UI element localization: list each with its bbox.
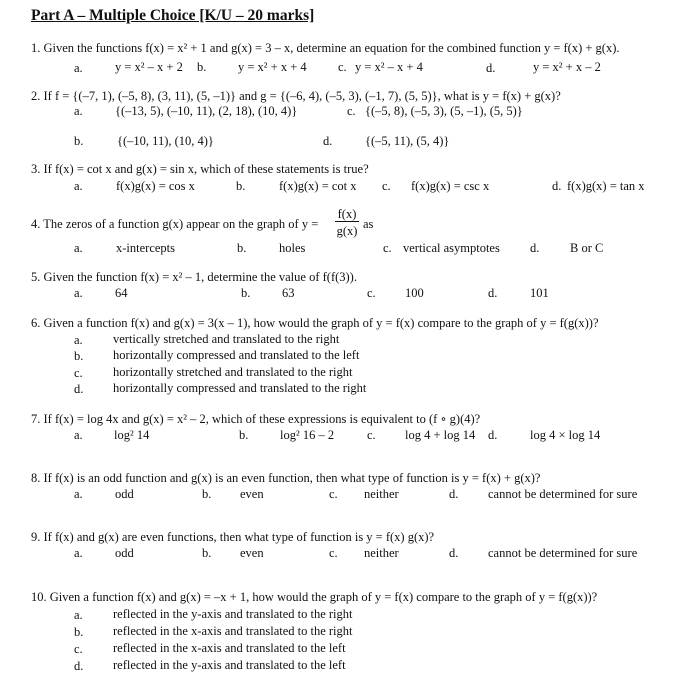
q1-letter-c: c. xyxy=(338,60,347,74)
q10-letter-c: c. xyxy=(74,642,83,656)
q3-letter-c: c. xyxy=(382,179,391,193)
q8-letter-a: a. xyxy=(74,487,83,501)
q2-letter-b: b. xyxy=(74,134,84,148)
q5-letter-b: b. xyxy=(241,286,251,300)
q7-option-d[interactable]: log 4 × log 14 xyxy=(530,428,601,442)
question-8-stem: 8. If f(x) is an odd function and g(x) is an even function, then what type of function is y = f(x) + g(x)? xyxy=(31,471,541,485)
q6-letter-d: d. xyxy=(74,382,84,396)
q5-option-c[interactable]: 100 xyxy=(405,286,424,300)
q8-option-c[interactable]: neither xyxy=(364,487,399,501)
q3-letter-b: b. xyxy=(236,179,246,193)
q4-option-b[interactable]: holes xyxy=(279,241,306,255)
q2-letter-a: a. xyxy=(74,104,83,118)
q1-option-d[interactable]: y = x² + x – 2 xyxy=(533,60,601,74)
q10-letter-d: d. xyxy=(74,659,84,673)
q8-letter-c: c. xyxy=(329,487,338,501)
q2-option-b[interactable]: {(–10, 11), (10, 4)} xyxy=(117,134,214,148)
q3-option-a[interactable]: f(x)g(x) = cos x xyxy=(116,179,195,193)
q2-letter-c: c. xyxy=(347,104,356,118)
q4-option-c[interactable]: vertical asymptotes xyxy=(403,241,500,255)
q6-option-b[interactable]: horizontally compressed and translated to the left xyxy=(113,348,360,362)
q8-option-b[interactable]: even xyxy=(240,487,264,501)
q2-option-c[interactable]: {(–5, 8), (–5, 3), (5, –1), (5, 5)} xyxy=(365,104,523,118)
q7-option-a[interactable]: log² 14 xyxy=(114,428,150,442)
q9-option-c[interactable]: neither xyxy=(364,546,399,560)
question-4-stem-end: as xyxy=(363,217,374,231)
q7-letter-b: b. xyxy=(239,428,249,442)
q6-option-d[interactable]: horizontally compressed and translated to the right xyxy=(113,381,367,395)
q4-letter-c: c. xyxy=(383,241,392,255)
q8-option-d[interactable]: cannot be determined for sure xyxy=(488,487,638,501)
q5-letter-d: d. xyxy=(488,286,498,300)
q5-letter-c: c. xyxy=(367,286,376,300)
q9-letter-b: b. xyxy=(202,546,212,560)
q4-letter-d: d. xyxy=(530,241,540,255)
fraction-denominator: g(x) xyxy=(336,224,358,238)
q9-option-d[interactable]: cannot be determined for sure xyxy=(488,546,638,560)
q10-option-a[interactable]: reflected in the y-axis and translated to the right xyxy=(113,607,353,621)
q3-option-d[interactable]: f(x)g(x) = tan x xyxy=(567,179,645,193)
q4-letter-b: b. xyxy=(237,241,247,255)
q3-option-c[interactable]: f(x)g(x) = csc x xyxy=(411,179,490,193)
q7-option-b[interactable]: log² 16 – 2 xyxy=(280,428,335,442)
q5-option-a[interactable]: 64 xyxy=(115,286,128,300)
q4-letter-a: a. xyxy=(74,241,83,255)
q4-option-a[interactable]: x-intercepts xyxy=(116,241,176,255)
q10-option-b[interactable]: reflected in the x-axis and translated to the right xyxy=(113,624,353,638)
q5-letter-a: a. xyxy=(74,286,83,300)
question-5-stem: 5. Given the function f(x) = x² – 1, determine the value of f(f(3)). xyxy=(31,270,357,284)
section-title: Part A – Multiple Choice [K/U – 20 marks] xyxy=(31,7,315,24)
q6-letter-a: a. xyxy=(74,333,83,347)
q7-letter-c: c. xyxy=(367,428,376,442)
q2-option-d[interactable]: {(–5, 11), (5, 4)} xyxy=(365,134,450,148)
q8-letter-d: d. xyxy=(449,487,459,501)
q9-letter-c: c. xyxy=(329,546,338,560)
question-3-stem: 3. If f(x) = cot x and g(x) = sin x, which of these statements is true? xyxy=(31,162,369,176)
q6-letter-c: c. xyxy=(74,366,83,380)
q1-option-a[interactable]: y = x² – x + 2 xyxy=(115,60,183,74)
q9-option-b[interactable]: even xyxy=(240,546,264,560)
q1-option-c[interactable]: y = x² – x + 4 xyxy=(355,60,423,74)
question-6-stem: 6. Given a function f(x) and g(x) = 3(x – 1), how would the graph of y = f(x) compare to the graph of y = f(g(x))? xyxy=(31,316,599,330)
question-2-stem: 2. If f = {(–7, 1), (–5, 8), (3, 11), (5, –1)} and g = {(–6, 4), (–5, 3), (–1, 7), (5, 5)}, what is y = f(x) + g(x)? xyxy=(31,89,561,103)
q9-letter-d: d. xyxy=(449,546,459,560)
q8-option-a[interactable]: odd xyxy=(115,487,134,501)
q5-option-d[interactable]: 101 xyxy=(530,286,549,300)
q1-letter-a: a. xyxy=(74,61,83,75)
question-4-stem: 4. The zeros of a function g(x) appear on the graph of y = xyxy=(31,217,319,231)
q9-option-a[interactable]: odd xyxy=(115,546,134,560)
q6-option-a[interactable]: vertically stretched and translated to the right xyxy=(113,332,340,346)
q7-option-c[interactable]: log 4 + log 14 xyxy=(405,428,476,442)
q1-letter-b: b. xyxy=(197,60,207,74)
q9-letter-a: a. xyxy=(74,546,83,560)
q10-option-c[interactable]: reflected in the x-axis and translated to the left xyxy=(113,641,346,655)
q6-letter-b: b. xyxy=(74,349,84,363)
q2-letter-d: d. xyxy=(323,134,333,148)
q10-option-d[interactable]: reflected in the y-axis and translated to the left xyxy=(113,658,346,672)
q10-letter-a: a. xyxy=(74,608,83,622)
question-7-stem: 7. If f(x) = log 4x and g(x) = x² – 2, which of these expressions is equivalent to (f ∘ g)(4)? xyxy=(31,412,481,426)
q5-option-b[interactable]: 63 xyxy=(282,286,295,300)
fraction-numerator: f(x) xyxy=(335,207,359,222)
q10-letter-b: b. xyxy=(74,625,84,639)
question-1-stem: 1. Given the functions f(x) = x² + 1 and g(x) = 3 – x, determine an equation for the combined function y = f(x) + g(x). xyxy=(31,41,620,55)
q3-option-b[interactable]: f(x)g(x) = cot x xyxy=(279,179,357,193)
question-10-stem: 10. Given a function f(x) and g(x) = –x + 1, how would the graph of y = f(x) compare to the graph of y = f(g(x))? xyxy=(31,590,598,604)
q1-letter-d: d. xyxy=(486,61,496,75)
q3-letter-d: d. xyxy=(552,179,562,193)
q8-letter-b: b. xyxy=(202,487,212,501)
q6-option-c[interactable]: horizontally stretched and translated to the right xyxy=(113,365,353,379)
q2-option-a[interactable]: {(–13, 5), (–10, 11), (2, 18), (10, 4)} xyxy=(115,104,298,118)
q4-option-d[interactable]: B or C xyxy=(570,241,604,255)
question-9-stem: 9. If f(x) and g(x) are even functions, then what type of function is y = f(x) g(x)? xyxy=(31,530,435,544)
q1-option-b[interactable]: y = x² + x + 4 xyxy=(238,60,307,74)
q3-letter-a: a. xyxy=(74,179,83,193)
q7-letter-d: d. xyxy=(488,428,498,442)
q7-letter-a: a. xyxy=(74,428,83,442)
